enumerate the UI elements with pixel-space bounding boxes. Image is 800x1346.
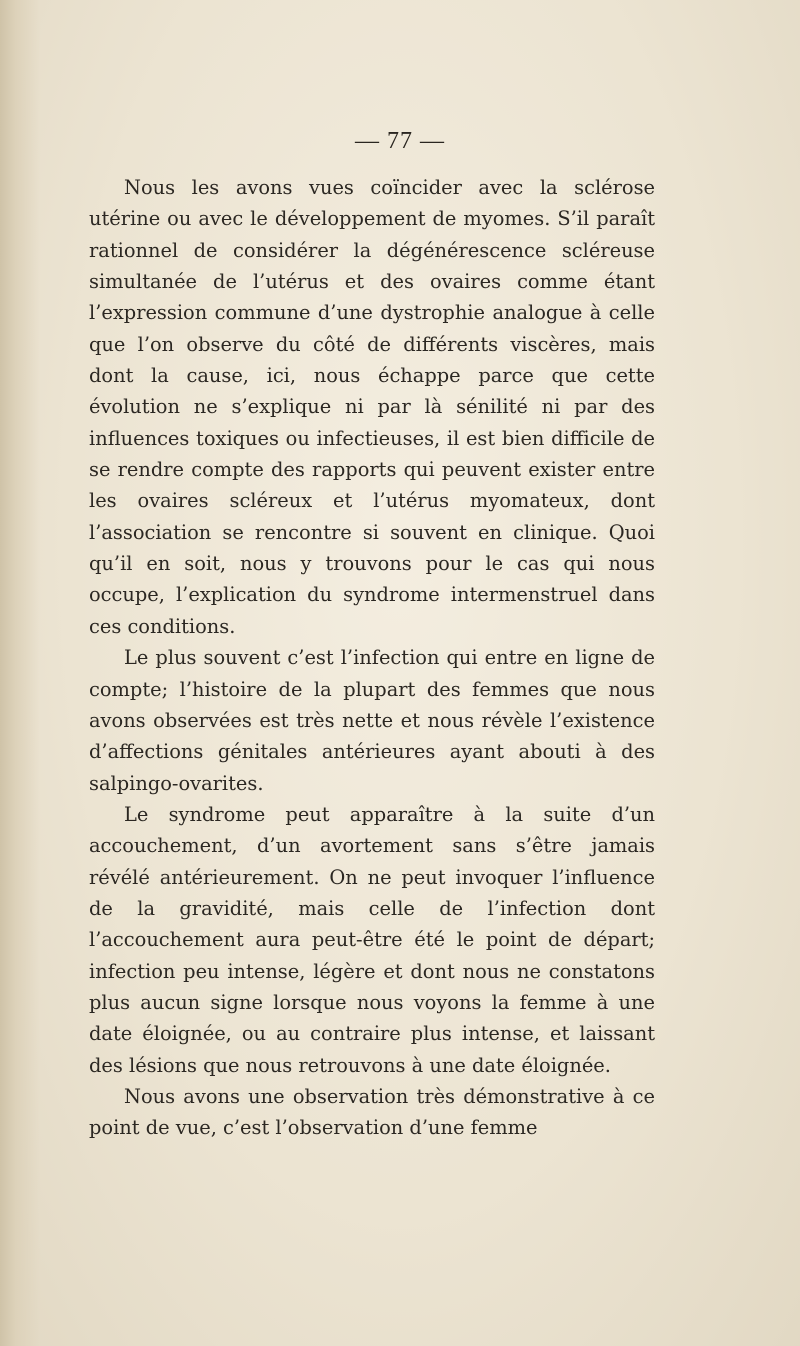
paragraph: Nous les avons vues coïncider avec la sclérose utérine ou avec le développement de myomes. S’il paraît rationnel de considérer la dégénérescence scléreuse simultanée de l’utérus et des ovaires comme étant l’expression commune d’une dystrophie analogue à celle que l’on observe du côté de différents viscères, mais dont la cause, ici, nous échappe parce que cette évolution ne s’explique ni par là sénilité ni par des influences toxiques ou infectieuses, il est bien difficile de se rendre compte des rapports qui peuvent exister entre les ovaires scléreux et l’utérus myomateux, dont l’association se rencontre si souvent en clinique. Quoi qu’il en soit, nous y trouvons pour le cas qui nous occupe, l’explication du syndrome intermenstruel dans ces conditions. <box>89 176 655 638</box>
page-number: — 77 — <box>355 128 445 154</box>
paragraph: Le plus souvent c’est l’infection qui entre en ligne de compte; l’histoire de la plupart des femmes que nous avons observées est très nette et nous révèle l’existence d’affections génitales antérieures ayant abouti à des salpingo-ovarites. <box>89 646 655 795</box>
paragraph: Le syndrome peut apparaître à la suite d’un accouchement, d’un avortement sans s’être jamais révélé antérieurement. On ne peut invoquer l’influence de la gravidité, mais celle de l’infection dont l’accouchement aura peut-être été le point de départ; infection peu intense, légère et dont nous ne constatons plus aucun signe lorsque nous voyons la femme à une date éloignée, ou au contraire plus intense, et laissant des lésions que nous retrouvons à une date éloignée. <box>89 802 655 1077</box>
page-gutter-shadow <box>0 0 40 1346</box>
paragraph: Nous avons une observation très démonstrative à ce point de vue, c’est l’observation d’une femme <box>89 1084 655 1140</box>
body-text <box>89 172 655 1144</box>
